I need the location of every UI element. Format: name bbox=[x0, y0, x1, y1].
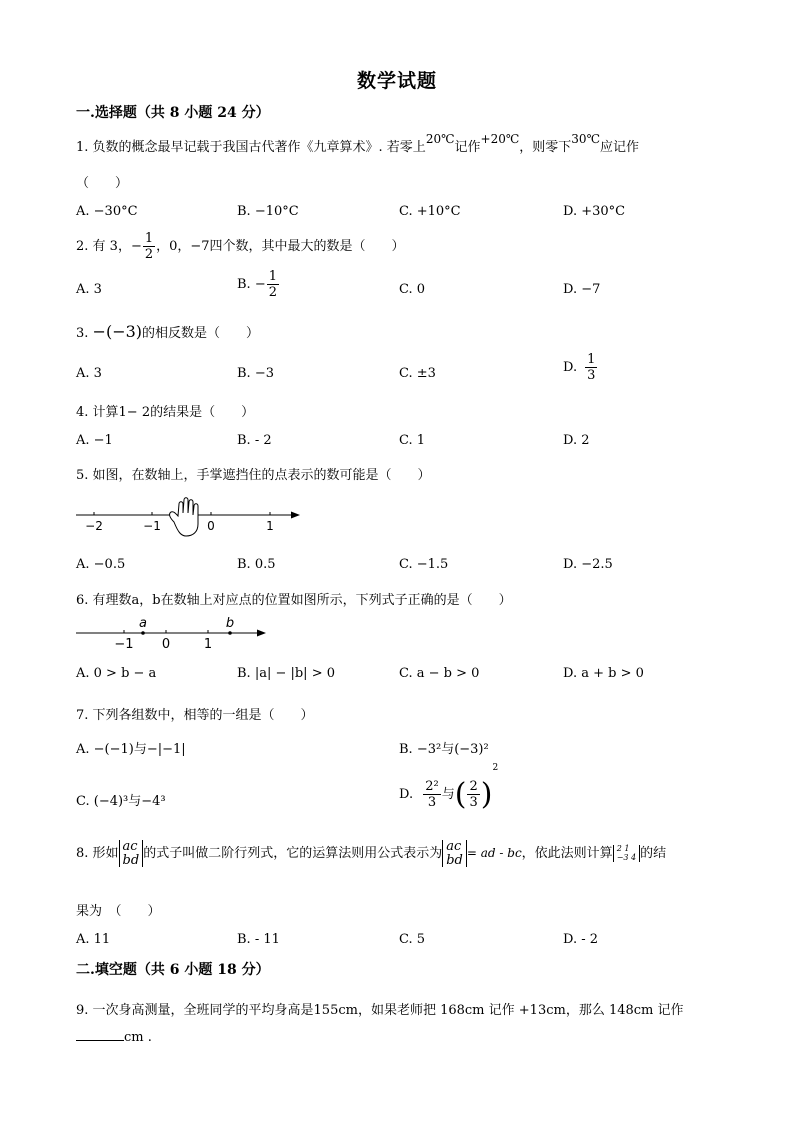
q1-text-a: 1. 负数的概念最早记载于我国古代著作《九章算术》. 若零上 bbox=[76, 140, 426, 155]
q5-option-c: C. −1.5 bbox=[399, 557, 449, 572]
q2-option-b bbox=[237, 270, 280, 299]
q3-text: 的相反数是（ ） bbox=[142, 326, 260, 341]
q8-determinant-1 bbox=[119, 840, 144, 867]
q2-option-d: D. −7 bbox=[563, 282, 601, 297]
hand-icon bbox=[170, 498, 198, 536]
q7-option-d bbox=[399, 763, 499, 812]
q1-option-c: C. +10°C bbox=[399, 204, 461, 219]
q8-det1-bottom: bd bbox=[122, 852, 140, 868]
q8-determinant-3 bbox=[613, 845, 640, 862]
q1-text-b: 记作 bbox=[454, 140, 481, 155]
q1-paren: （ ） bbox=[76, 176, 129, 191]
q5-option-d: D. −2.5 bbox=[563, 557, 613, 572]
q1-option-d: D. +30°C bbox=[563, 204, 626, 219]
q7-option-d-lparen: ( bbox=[454, 777, 467, 812]
q7-option-d-rparen: ) bbox=[480, 777, 493, 812]
q6-number-line bbox=[72, 613, 272, 653]
q7-option-d-fraction-2 bbox=[467, 780, 479, 809]
q2-option-a: A. 3 bbox=[76, 282, 102, 297]
q7-option-d-prefix: D. bbox=[399, 787, 414, 802]
page-title: 数学试题 bbox=[356, 70, 437, 92]
q5-option-a: A. −0.5 bbox=[76, 557, 126, 572]
question-7: 7. 下列各组数中，相等的一组是（ ） bbox=[76, 708, 314, 723]
q3-option-d bbox=[563, 353, 598, 382]
q7-option-d-denominator-1: 3 bbox=[427, 795, 437, 810]
q4-option-d: D. 2 bbox=[563, 433, 590, 448]
q7-option-d-mid: 与 bbox=[441, 787, 455, 802]
q3-number: 3. bbox=[76, 326, 93, 341]
question-2 bbox=[76, 232, 405, 261]
q8-det3-top: 2 1 bbox=[616, 844, 630, 854]
question-6: 6. 有理数a，b在数轴上对应点的位置如图所示，下列式子正确的是（ ） bbox=[76, 593, 512, 608]
q4-option-b: B. - 2 bbox=[237, 433, 272, 448]
q9-answer-blank[interactable] bbox=[76, 1040, 124, 1041]
section-fill-heading: 二.填空题（共 6 小题 18 分） bbox=[76, 962, 270, 978]
q7-option-c: C. (−4)³与−4³ bbox=[76, 794, 166, 809]
q8-det2-bottom: bd bbox=[446, 852, 463, 868]
q5-number-line bbox=[72, 494, 308, 540]
q8-text-d: 的结 bbox=[640, 846, 667, 862]
question-1 bbox=[76, 132, 640, 155]
q9-unit: cm . bbox=[124, 1030, 152, 1045]
q2-frac-numerator: 1 bbox=[144, 231, 154, 246]
q7-option-d-numerator-1: 2² bbox=[425, 779, 439, 794]
q5-label-0: 0 bbox=[207, 519, 215, 533]
question-3 bbox=[76, 322, 259, 341]
q7-option-b: B. −3²与(−3)² bbox=[399, 742, 489, 757]
q3-option-c: C. ±3 bbox=[399, 366, 436, 381]
q2-frac-denominator: 2 bbox=[144, 247, 154, 262]
q6-label-1: 1 bbox=[203, 637, 213, 652]
question-8 bbox=[76, 840, 666, 867]
q1-option-a: A. −30°C bbox=[76, 204, 138, 219]
q5-option-b: B. 0.5 bbox=[237, 557, 276, 572]
q3-option-b: B. −3 bbox=[237, 366, 274, 381]
q8-det1-top: ac bbox=[122, 839, 138, 854]
q2-option-b-numerator: 1 bbox=[268, 269, 277, 284]
q3-option-a: A. 3 bbox=[76, 366, 102, 381]
q7-option-d-denominator-2: 3 bbox=[469, 795, 478, 810]
q1-temp-2: +20℃ bbox=[480, 132, 520, 146]
q6-point-a bbox=[141, 631, 145, 635]
q7-option-a: A. −(−1)与−|−1| bbox=[76, 742, 186, 757]
q6-label-0: 0 bbox=[161, 637, 171, 652]
q2-fraction bbox=[143, 232, 155, 261]
q8-option-a: A. 11 bbox=[76, 932, 111, 947]
q8-formula: = ad - bc bbox=[466, 846, 522, 861]
q2-option-b-denominator: 2 bbox=[268, 285, 277, 300]
q1-option-b: B. −10°C bbox=[237, 204, 299, 219]
q3-expression: −(−3) bbox=[92, 322, 143, 341]
q8-option-c: C. 5 bbox=[399, 932, 426, 947]
q3-option-d-denominator: 3 bbox=[587, 368, 596, 383]
q8-det2-top: ac bbox=[446, 839, 462, 854]
q3-option-d-fraction bbox=[585, 353, 597, 382]
q8-option-b: B. - 11 bbox=[237, 932, 280, 947]
q2-option-b-fraction bbox=[267, 270, 279, 299]
question-5: 5. 如图，在数轴上，手掌遮挡住的点表示的数可能是（ ） bbox=[76, 468, 431, 483]
question-4: 4. 计算1− 2的结果是（ ） bbox=[76, 405, 255, 420]
q9-answer-line bbox=[76, 1030, 152, 1045]
q1-temp-1: 20℃ bbox=[425, 132, 455, 146]
q6-option-b: B. |a| − |b| > 0 bbox=[237, 666, 335, 681]
q7-option-d-numerator-2: 2 bbox=[469, 779, 478, 794]
question-9: 9. 一次身高测量，全班同学的平均身高是155cm，如果老师把 168cm 记作 +13cm，那么 148cm 记作 bbox=[76, 1003, 684, 1018]
q6-label-neg1: −1 bbox=[114, 637, 134, 652]
q1-text-d: 应记作 bbox=[600, 140, 640, 155]
q1-temp-3: 30℃ bbox=[571, 132, 600, 146]
q1-text-c: ，则零下 bbox=[519, 140, 572, 155]
q7-option-d-exponent: 2 bbox=[492, 763, 499, 773]
q8-determinant-2 bbox=[442, 840, 467, 867]
q6-label-b: b bbox=[225, 616, 235, 631]
q8-text-a: 8. 形如 bbox=[76, 846, 119, 862]
q6-point-b bbox=[228, 631, 232, 635]
q8-text-b: 的式子叫做二阶行列式，它的运算法则用公式表示为 bbox=[143, 846, 443, 862]
q2-text-a: 2. 有 3，− bbox=[76, 239, 142, 254]
q6-option-c: C. a − b > 0 bbox=[399, 666, 480, 681]
q6-label-a: a bbox=[139, 616, 147, 631]
q4-option-a: A. −1 bbox=[76, 433, 113, 448]
q6-option-a: A. 0 > b − a bbox=[76, 666, 157, 681]
q7-option-d-fraction-1 bbox=[423, 780, 440, 809]
q5-axis-arrow bbox=[291, 512, 300, 519]
q2-option-c: C. 0 bbox=[399, 282, 426, 297]
q2-option-b-prefix: B. − bbox=[237, 277, 266, 292]
q4-option-c: C. 1 bbox=[399, 433, 426, 448]
q8-option-d: D. - 2 bbox=[563, 932, 599, 947]
q6-option-d: D. a + b > 0 bbox=[563, 666, 644, 681]
q5-label-neg1: −1 bbox=[143, 519, 161, 533]
q5-label-neg2: −2 bbox=[85, 519, 103, 533]
q8-det3-bottom: −3 4 bbox=[616, 852, 637, 862]
q8-text-c: ，依此法则计算 bbox=[521, 846, 613, 862]
q2-text-b: ，0，−7四个数，其中最大的数是（ ） bbox=[156, 239, 405, 254]
q8-text-e: 果为 （ ） bbox=[76, 904, 161, 919]
q3-option-d-prefix: D. bbox=[563, 360, 578, 375]
q6-axis-arrow bbox=[257, 630, 266, 637]
section-choice-heading: 一.选择题（共 8 小题 24 分） bbox=[76, 105, 270, 121]
q5-label-1: 1 bbox=[266, 519, 274, 533]
q3-option-d-numerator: 1 bbox=[587, 352, 596, 367]
